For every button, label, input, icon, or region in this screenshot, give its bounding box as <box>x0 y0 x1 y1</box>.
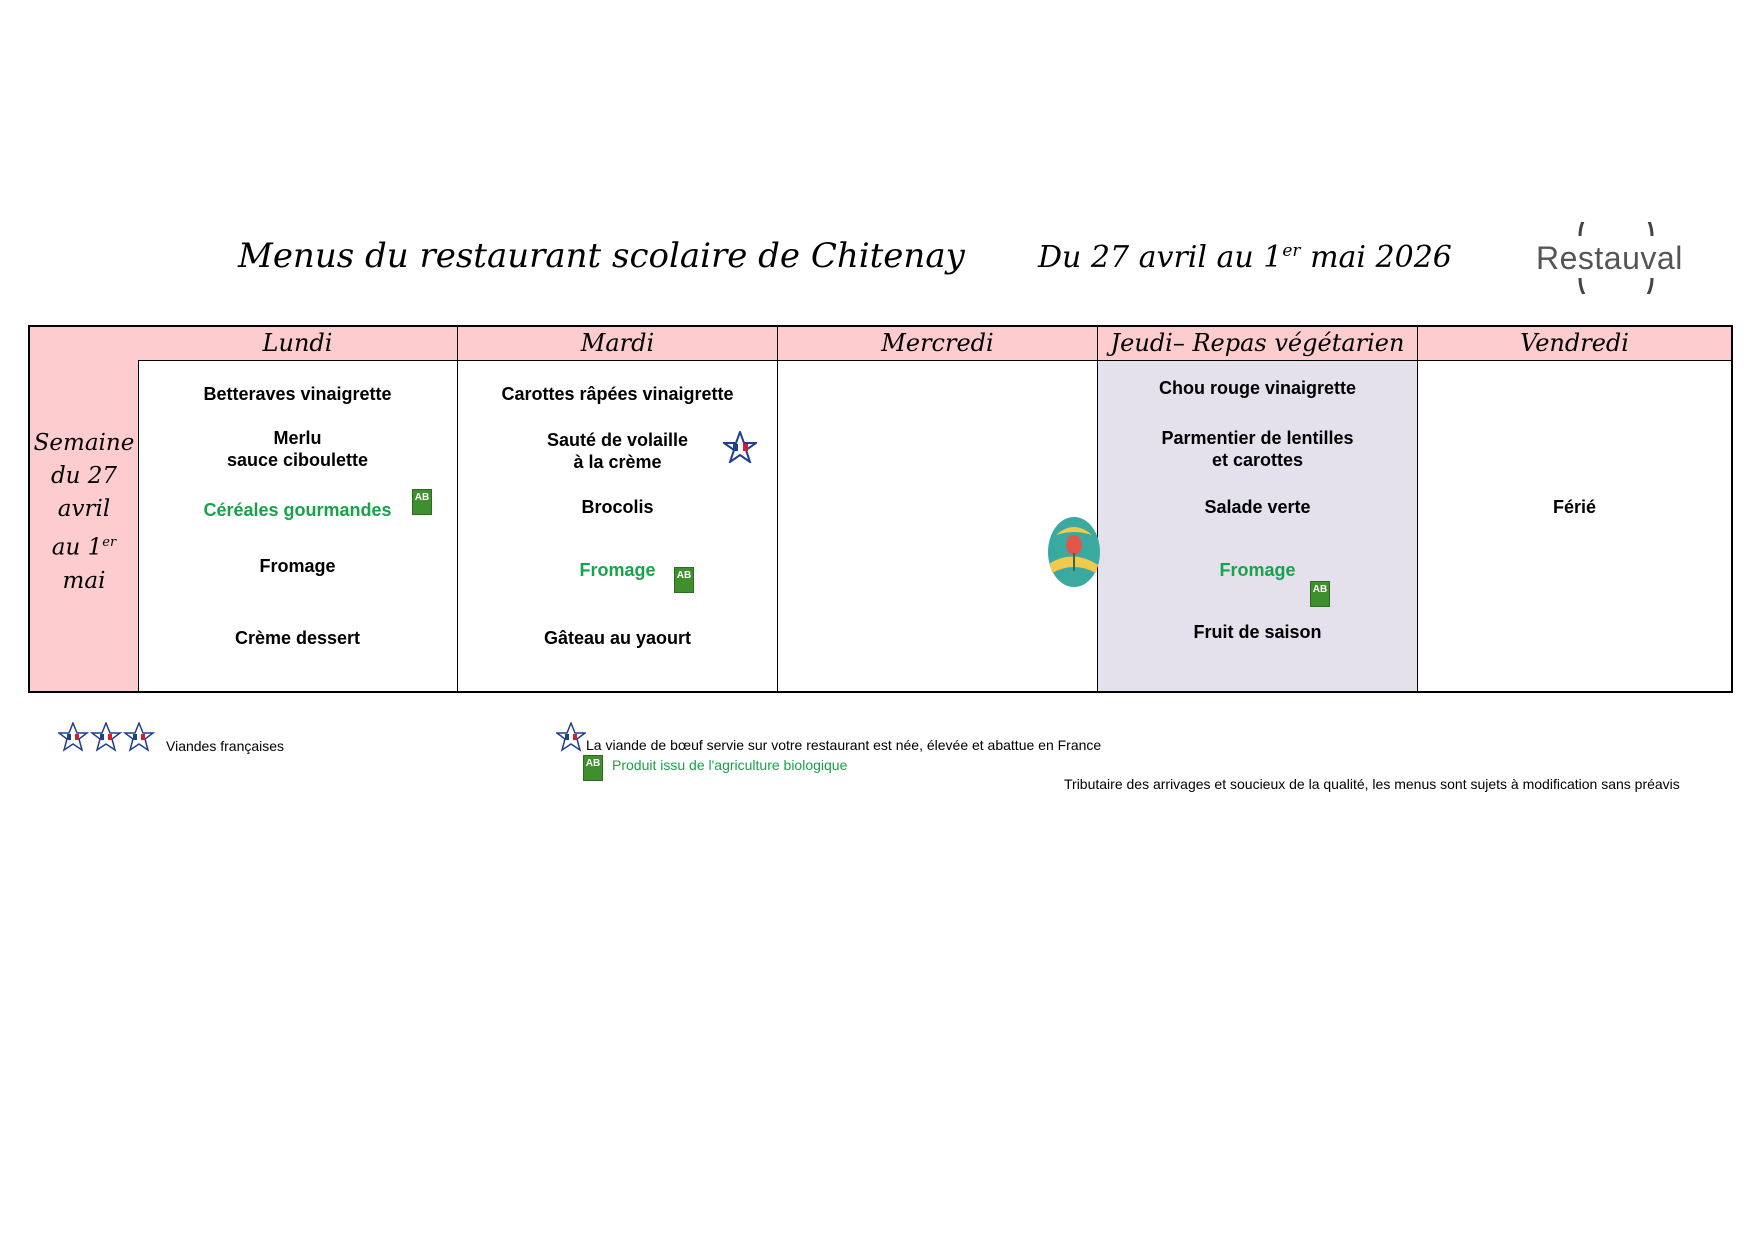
menu-item: Parmentier de lentilles et carottes <box>1161 428 1354 470</box>
easter-egg-icon <box>1046 513 1104 589</box>
french-meat-labels-icon <box>58 722 158 752</box>
week-label <box>30 427 138 598</box>
day-column-vendredi <box>1418 327 1731 691</box>
day-column-jeudi <box>1098 327 1418 691</box>
week-line-au: au 1 <box>51 534 103 561</box>
week-line: Semaine <box>33 430 135 456</box>
ab-label: AB <box>676 570 692 581</box>
menu-item: Gâteau au yaourt <box>543 628 692 648</box>
date-prefix: Du 27 avril au 1 <box>1038 240 1283 275</box>
ab-label: AB <box>1312 584 1328 595</box>
menu-item-bio: Céréales gourmandes <box>203 500 392 520</box>
menu-table <box>28 325 1733 693</box>
menu-item: Chou rouge vinaigrette <box>1158 378 1356 398</box>
day-header-mardi: Mardi <box>458 327 777 361</box>
day-body-vendredi <box>1418 361 1731 691</box>
ab-bio-icon <box>1310 581 1330 607</box>
legend-disclaimer: Tributaire des arrivages et soucieux de la qualité, les menus sont sujets à modification sans préavis <box>1064 776 1680 792</box>
ab-bio-icon <box>674 567 694 593</box>
week-line: mai <box>62 567 106 594</box>
menu-item: Salade verte <box>1204 497 1311 517</box>
menu-item-bio: Fromage <box>1219 560 1296 580</box>
day-header-mercredi: Mercredi <box>778 327 1097 361</box>
ab-label: AB <box>585 758 601 769</box>
menu-item: Merlu sauce ciboulette <box>226 428 369 470</box>
legend-meat: Viandes françaises <box>166 738 285 754</box>
day-column-lundi <box>138 327 458 691</box>
week-line: avril <box>57 496 111 522</box>
menu-item: Fruit de saison <box>1193 622 1322 642</box>
day-body-lundi <box>138 361 457 691</box>
ab-bio-icon <box>583 755 603 781</box>
menu-item: Crème dessert <box>234 628 361 648</box>
week-sup: er <box>102 535 117 550</box>
menu-item: Fromage <box>259 556 336 576</box>
day-header-jeudi: Jeudi– Repas végétarien <box>1098 327 1417 361</box>
day-header-lundi: Lundi <box>138 327 457 361</box>
day-column-mercredi <box>778 327 1098 691</box>
legend-beef: La viande de bœuf servie sur votre restaurant est née, élevée et abattue en France <box>586 737 1102 753</box>
menu-item-bio: Fromage <box>579 560 656 580</box>
week-line <box>30 526 138 565</box>
ab-bio-icon <box>412 489 432 515</box>
french-beef-star-icon <box>556 722 586 752</box>
logo-text: Restauval <box>1536 240 1683 276</box>
date-sup: er <box>1282 241 1301 261</box>
menu-item: Betteraves vinaigrette <box>203 384 392 404</box>
date-suffix: mai 2026 <box>1300 240 1452 275</box>
legend-bio: Produit issu de l'agriculture biologique <box>612 757 848 773</box>
restauval-logo <box>1534 222 1690 294</box>
ab-label: AB <box>414 492 430 503</box>
french-poultry-star-icon <box>723 431 757 463</box>
day-header-vendredi: Vendredi <box>1418 327 1731 361</box>
menu-item-holiday: Férié <box>1552 497 1597 517</box>
date-range <box>1038 240 1452 275</box>
menu-item: Sauté de volaille à la crème <box>546 430 689 472</box>
day-column-mardi <box>458 327 778 691</box>
page-title: Menus du restaurant scolaire de Chitenay <box>238 236 965 276</box>
day-body-jeudi-vegetarian <box>1098 361 1417 691</box>
week-cell <box>30 327 139 691</box>
menu-item: Carottes râpées vinaigrette <box>501 384 734 404</box>
week-line: du 27 <box>50 463 118 489</box>
day-body-mardi <box>458 361 777 691</box>
menu-item: Brocolis <box>581 497 654 517</box>
